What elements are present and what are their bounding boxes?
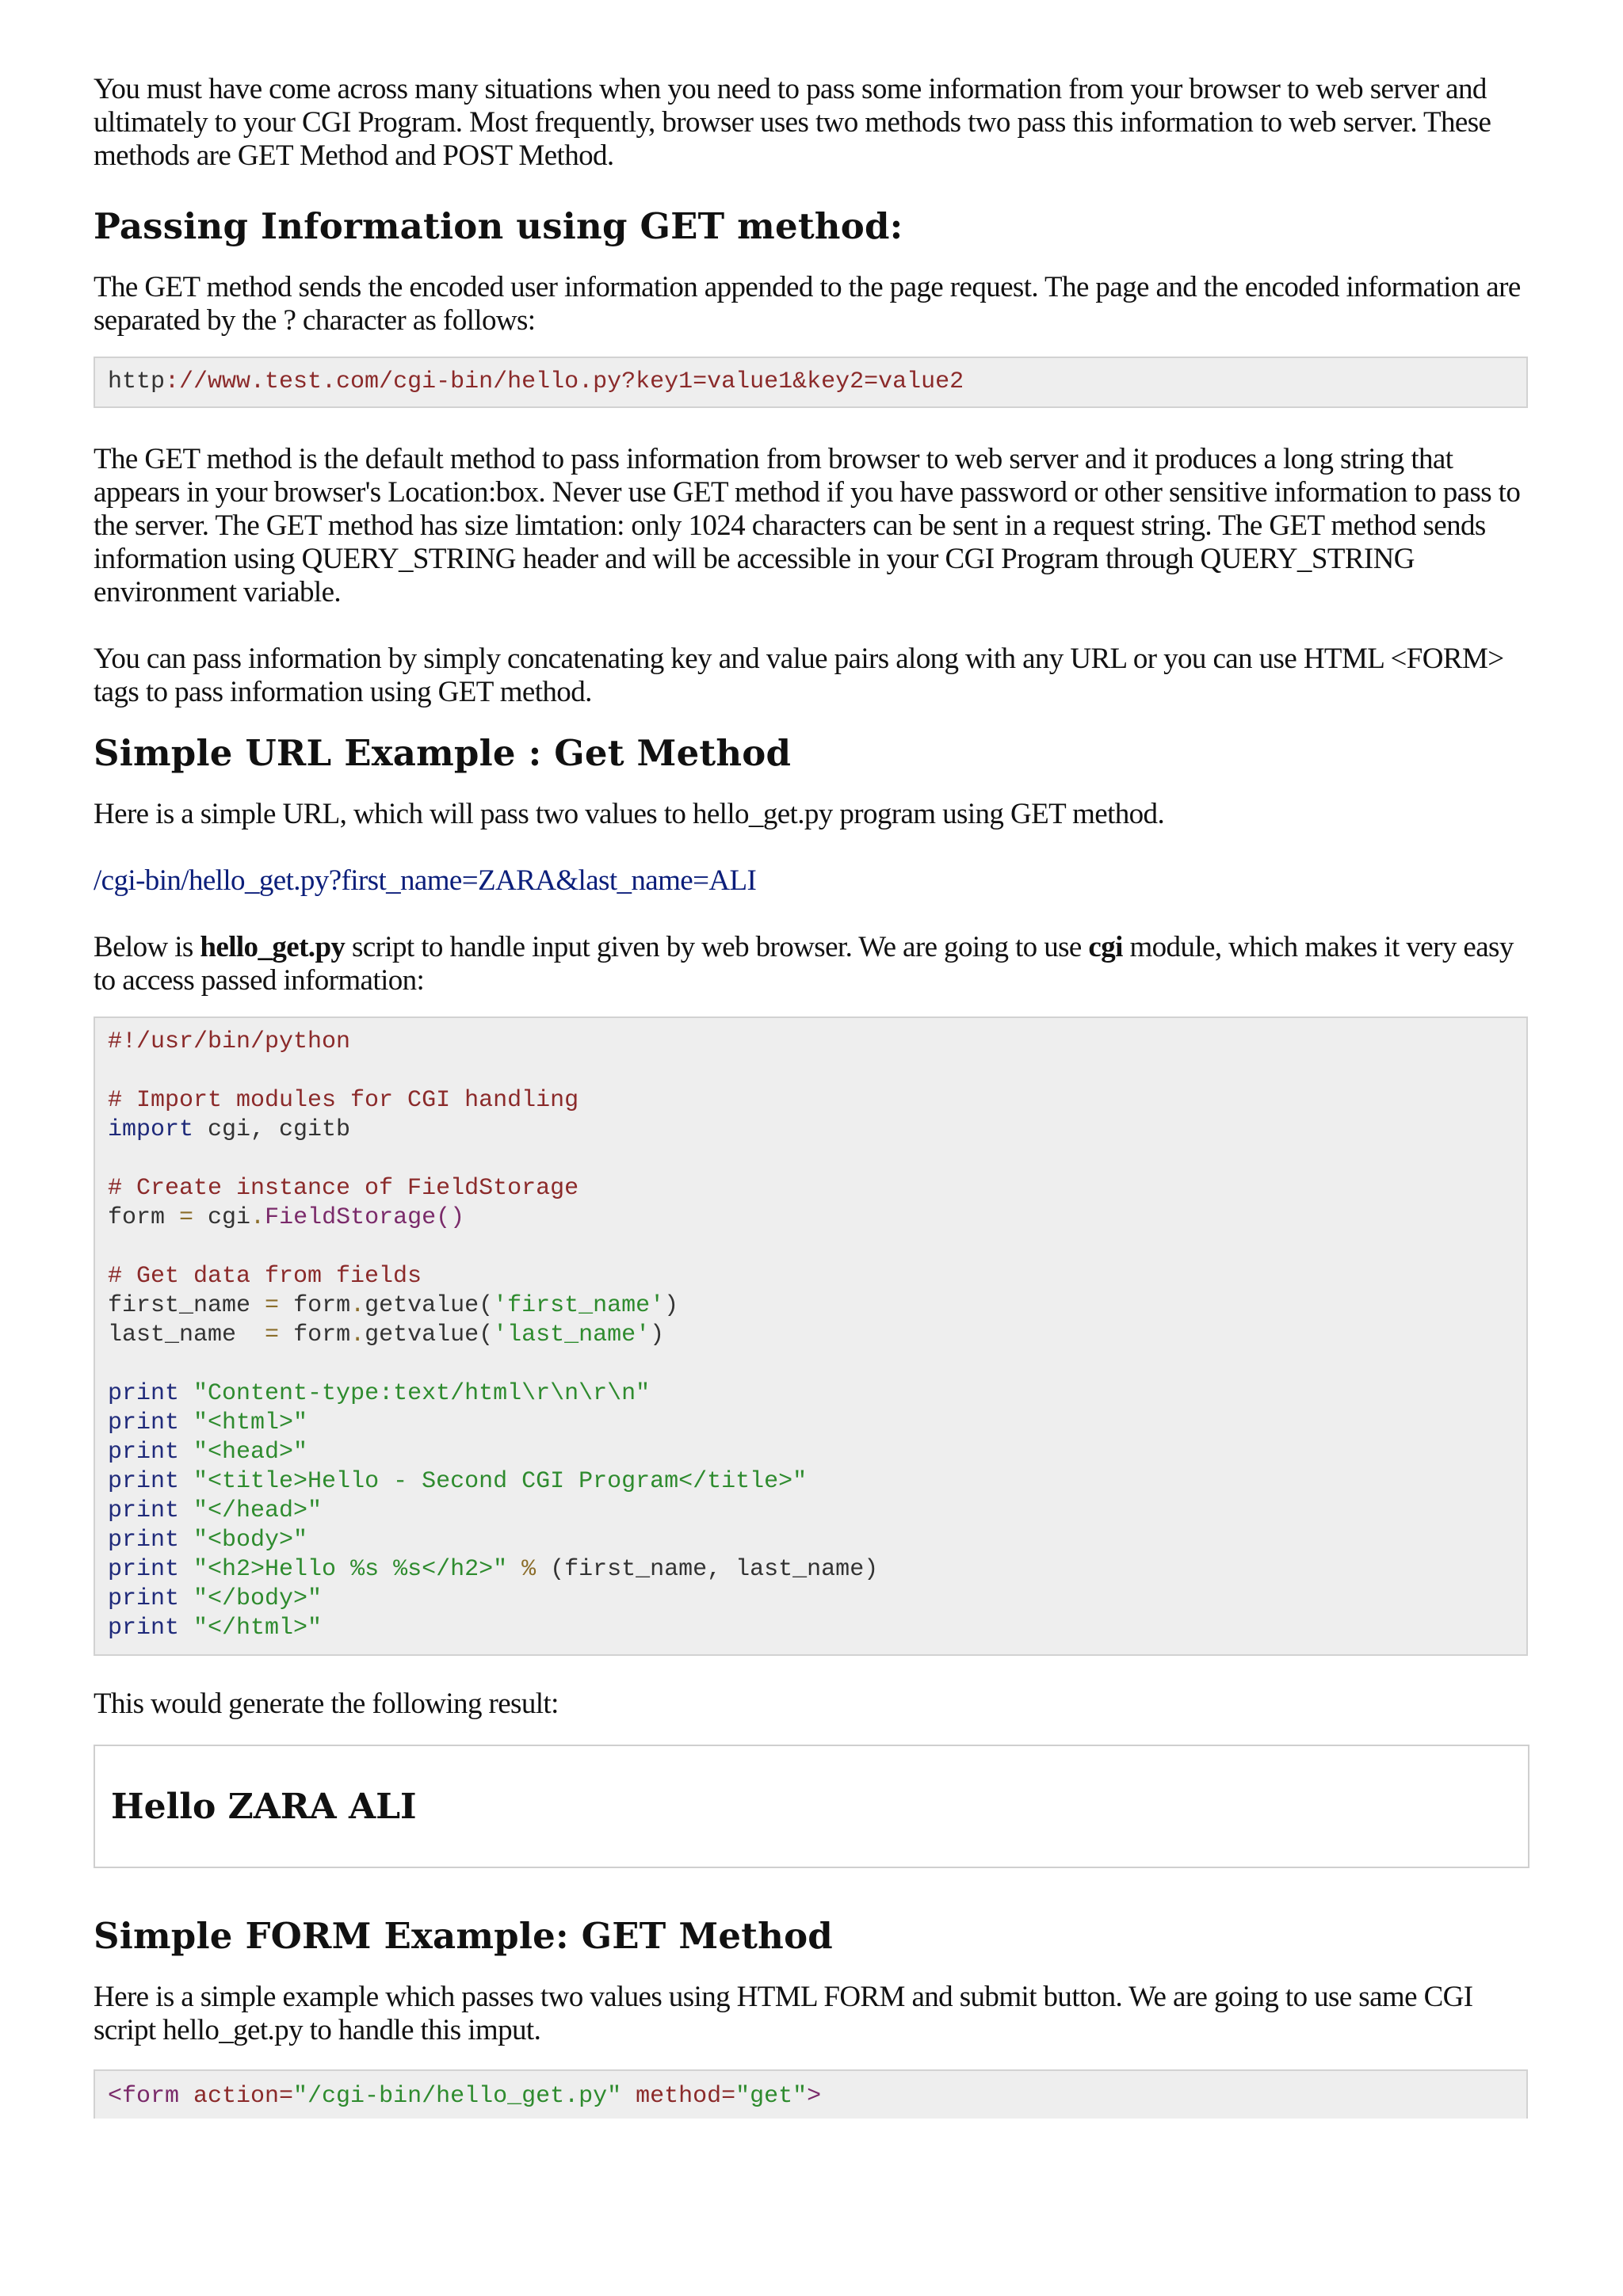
code-string: "<html>" [193,1409,308,1436]
form-example-heading: Simple FORM Example: GET Method [94,1915,833,1957]
code-keyword: print [108,1527,180,1554]
code-print-line [108,1585,1514,1614]
code-function: FieldStorage() [265,1204,465,1231]
intro-paragraph: You must have come across many situations when you need to pass some information from your browser to web server and ultimately to your CGI Program. Most frequently, browser uses two methods two pass this information to web server. These methods are GET Method and POST Method. [94,73,1491,172]
code-operator: . [350,1292,365,1319]
code-comment-get-data: # Get data from fields [108,1263,422,1290]
url-example-code [94,357,1528,408]
code-keyword: print [108,1585,180,1612]
code-string: 'last_name' [493,1322,651,1348]
code-print-line [108,1497,1514,1526]
code-keyword: print [108,1439,180,1466]
code-form-line [108,1203,1514,1233]
form-example-paragraph: Here is a simple example which passes two values using HTML FORM and submit button. We are going to use same CGI script hello_get.py to handle this imput. [94,1981,1473,2046]
code-string: "</head>" [193,1497,323,1524]
hello-get-code-block [94,1016,1528,1656]
url-example-paragraph: Here is a simple URL, which will pass two values to hello_get.py program using GET method. [94,798,1165,830]
code-keyword: import [108,1116,194,1143]
code-text: form [108,1204,180,1231]
code-import-line [108,1116,1514,1145]
code-print-line [108,1467,1514,1497]
get-method-paragraph-1: The GET method sends the encoded user information appended to the page request. The page and the encoded information are separated by the ? character as follows: [94,271,1521,337]
document-page [94,73,1528,2150]
script-intro-text-b: script to handle input given by web browser. We are going to use [345,931,1089,963]
code-comment-import: # Import modules for CGI handling [108,1087,579,1114]
code-string: "/cgi-bin/hello_get.py" [293,2083,622,2110]
code-tag: <form [108,2083,180,2110]
code-operator: . [350,1322,365,1348]
code-string: "<head>" [193,1439,308,1466]
code-string: "<body>" [193,1527,308,1554]
script-filename: hello_get.py [200,931,346,963]
script-intro-text-c: module, which makes it very easy to access passed information: [94,931,1514,997]
code-text: getvalue( [365,1322,494,1348]
code-operator: = [265,1322,280,1348]
code-operator: = [265,1292,280,1319]
code-text: getvalue( [365,1292,494,1319]
code-keyword: print [108,1615,180,1642]
code-keyword: print [108,1380,180,1407]
code-print-line [108,1614,1514,1643]
code-text: last_name [108,1322,265,1348]
code-string: "</html>" [193,1615,323,1642]
code-operator: = [179,1204,194,1231]
code-string: "<title>Hello - Second CGI Program</title>" [193,1468,808,1495]
url-example-heading: Simple URL Example : Get Method [94,732,792,774]
code-string: "</body>" [193,1585,323,1612]
code-first-name-line [108,1291,1514,1321]
code-string: "get" [735,2083,808,2110]
code-keyword: print [108,1468,180,1495]
module-name: cgi [1088,931,1123,963]
code-text: ) [650,1322,665,1348]
code-text: ) [664,1292,679,1319]
code-text: form [279,1322,351,1348]
code-blank-line [108,1233,1514,1262]
code-text: form [279,1292,351,1319]
code-print-line [108,1438,1514,1467]
script-intro-text-a: Below is [94,931,200,963]
result-output-box [94,1745,1529,1868]
code-print-line [108,1379,1514,1409]
code-blank-line [108,1145,1514,1174]
code-operator: % [507,1556,537,1583]
code-text: (first_name, last_name) [536,1556,879,1583]
result-heading: Hello ZARA ALI [111,1786,417,1827]
form-code-block [94,2069,1528,2119]
code-text: first_name [108,1292,265,1319]
get-method-paragraph-3: You can pass information by simply concatenating key and value pairs along with any URL or you can use HTML <FORM> tags to pass information using GET method. [94,643,1504,708]
code-form-tag-line [108,2082,1514,2111]
code-operator: . [250,1204,265,1231]
code-string: "<h2>Hello %s %s</h2>" [193,1556,508,1583]
code-text: cgi, cgitb [193,1116,351,1143]
code-keyword: print [108,1497,180,1524]
code-print-line [108,1409,1514,1438]
result-intro-paragraph: This would generate the following result: [94,1688,559,1720]
code-print-line [108,1526,1514,1555]
code-string: 'first_name' [493,1292,665,1319]
example-url-link[interactable]: /cgi-bin/hello_get.py?first_name=ZARA&last_name=ALI [94,864,757,897]
code-last-name-line [108,1321,1514,1350]
code-keyword: print [108,1556,180,1583]
code-text: cgi [193,1204,251,1231]
code-print-line [108,1555,1514,1585]
get-method-heading: Passing Information using GET method: [94,205,903,247]
code-string: "Content-type:text/html\r\n\r\n" [193,1380,651,1407]
code-comment-fieldstorage: # Create instance of FieldStorage [108,1175,579,1202]
url-scheme: http [108,368,166,395]
code-attribute: action= [179,2083,294,2110]
code-tag: > [807,2083,822,2110]
code-keyword: print [108,1409,180,1436]
code-blank-line [108,1350,1514,1379]
url-rest: ://www.test.com/cgi-bin/hello.py?key1=value1&key2=value2 [165,368,964,395]
code-shebang: #!/usr/bin/python [108,1028,351,1055]
script-intro-paragraph [94,931,1528,997]
code-blank-line [108,1057,1514,1086]
code-attribute: method= [621,2083,736,2110]
get-method-paragraph-2: The GET method is the default method to pass information from browser to web server and it produces a long string that appears in your browser's Location:box. Never use GET method if you have password or other sensitive information to pass to the server. The GET method has size limtation: only 1024 characters can be sent in a request string. The GET method sends information using QUERY_STRING header and will be accessible in your CGI Program through QUERY_STRING environment variable. [94,443,1521,608]
